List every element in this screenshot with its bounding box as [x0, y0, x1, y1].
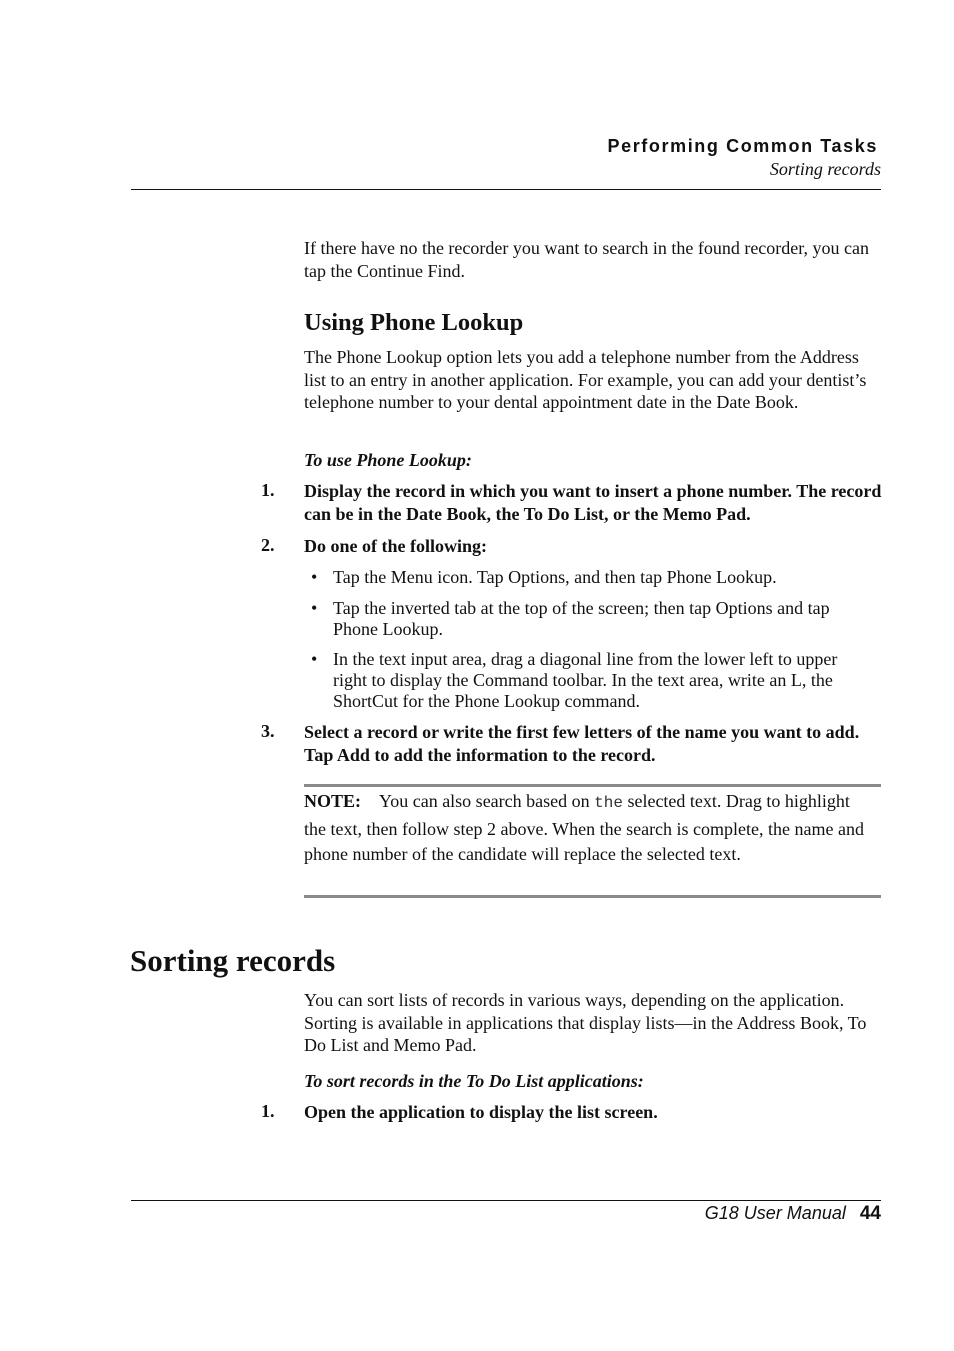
step-number: 2.	[261, 535, 275, 555]
step-number: 1.	[261, 480, 275, 500]
page-number: 44	[859, 1203, 881, 1224]
header-rule	[131, 189, 881, 190]
bullet-icon: •	[311, 598, 318, 618]
procedure-heading: To use Phone Lookup:	[304, 450, 472, 470]
sorting-heading: Sorting records	[130, 943, 336, 978]
sorting-description: You can sort lists of records in various ways, depending on the application. Sorting is available in applications that display lists—in the Address Book, To Do List and Memo Pad.	[304, 990, 867, 1056]
chapter-title: Performing Common Tasks	[607, 136, 878, 156]
bullet-item: In the text input area, drag a diagonal line from the lower left to upper right to display the Command toolbar. In the text area, write an L, the ShortCut for the Phone Lookup command.	[333, 649, 838, 711]
step-number: 3.	[261, 721, 275, 741]
section-title: Sorting records	[769, 159, 881, 179]
bullet-icon: •	[311, 567, 318, 587]
step-text: Do one of the following:	[304, 536, 487, 556]
step-text: Display the record in which you want to insert a phone number. The record can be in the Date Book, the To Do List, or the Memo Pad.	[304, 481, 882, 524]
note-box	[304, 789, 874, 868]
note-label: NOTE:	[304, 791, 362, 811]
step-text: Open the application to display the list screen.	[304, 1102, 658, 1122]
manual-title: G18 User Manual	[704, 1203, 846, 1223]
note-bottom-rule	[304, 895, 881, 898]
footer-rule	[131, 1200, 881, 1201]
note-code: the	[594, 794, 623, 812]
note-text: selected text. Drag to highlight the text, then follow step 2 above. When the search is complete, the name and phone number of the candidate will replace the selected text.	[304, 791, 864, 865]
step-text: Select a record or write the first few letters of the name you want to add. Tap Add to add the information to the record.	[304, 722, 860, 765]
bullet-item: Tap the inverted tab at the top of the screen; then tap Options and tap Phone Lookup.	[333, 598, 830, 639]
note-text: You can also search based on	[379, 791, 595, 811]
note-top-rule	[304, 784, 881, 787]
bullet-icon: •	[311, 649, 318, 669]
footer	[705, 1203, 881, 1225]
step-number: 1.	[261, 1101, 275, 1121]
phone-lookup-description: The Phone Lookup option lets you add a telephone number from the Address list to an entry in another application. For example, you can add your dentist’s telephone number to your dental appointment date in the Date Book.	[304, 347, 867, 413]
phone-lookup-heading: Using Phone Lookup	[304, 309, 524, 336]
procedure-heading: To sort records in the To Do List applications:	[304, 1071, 644, 1091]
intro-paragraph: If there have no the recorder you want to search in the found recorder, you can tap the Continue Find.	[304, 238, 870, 281]
bullet-item: Tap the Menu icon. Tap Options, and then tap Phone Lookup.	[333, 567, 777, 587]
